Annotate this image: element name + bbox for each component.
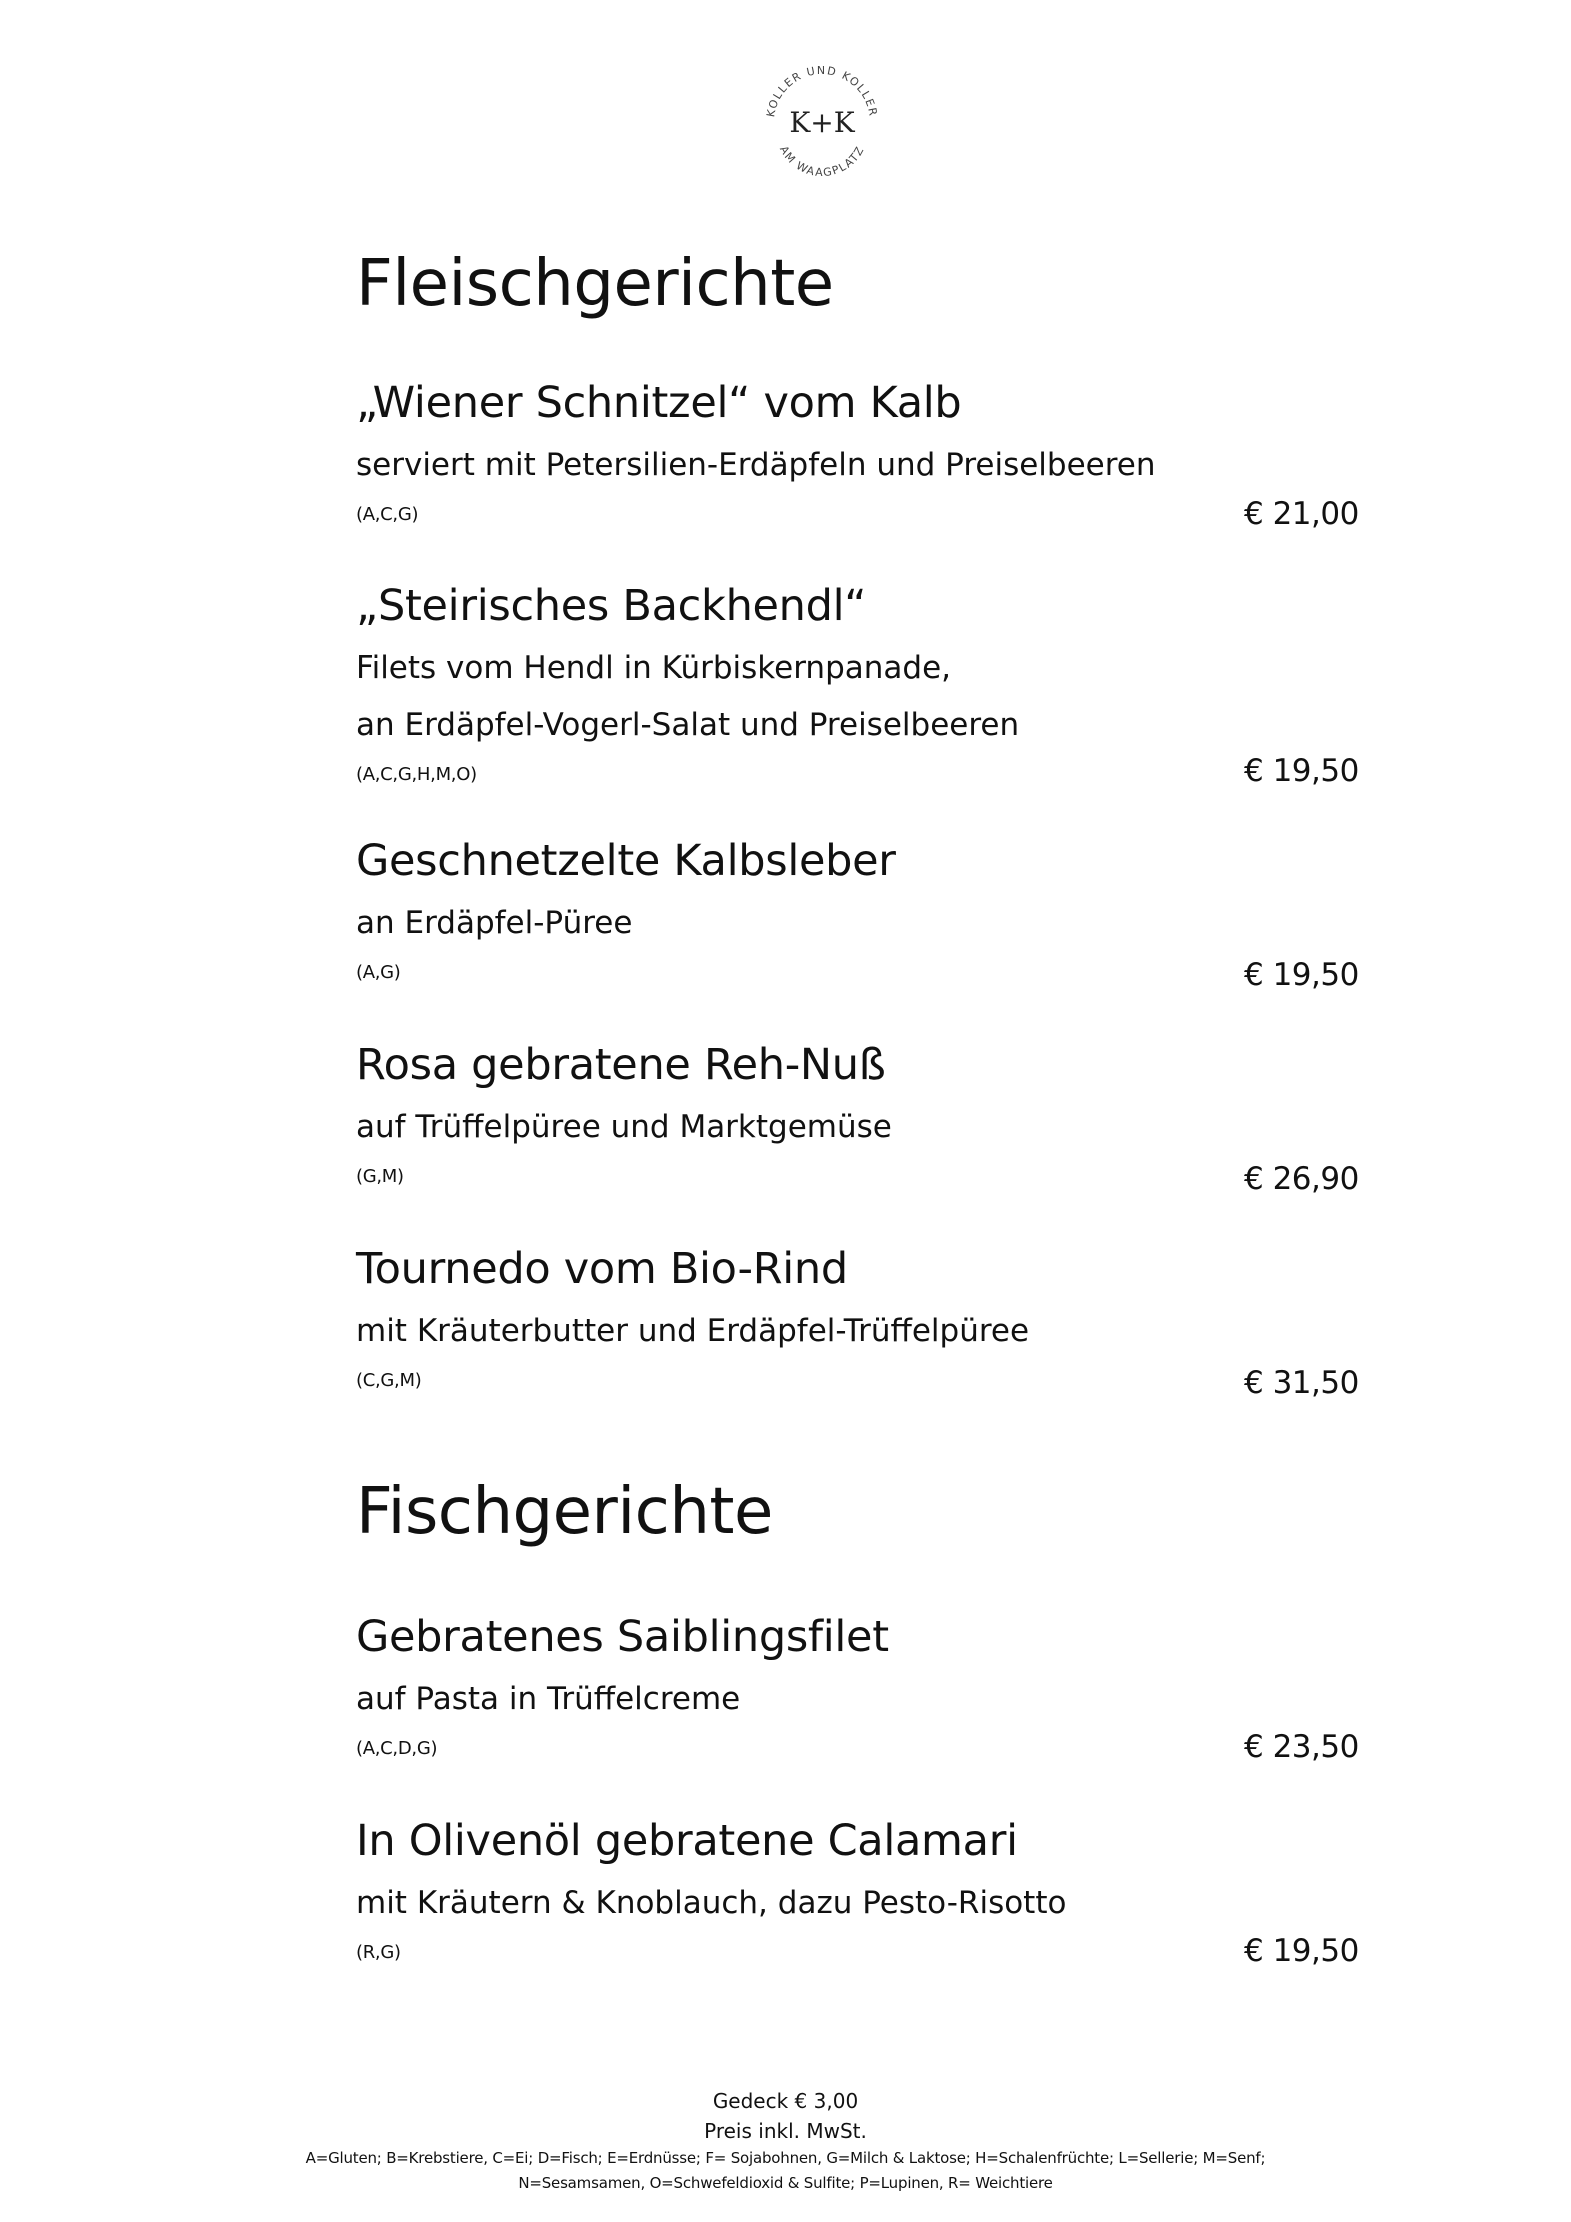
dish-description-line: an Erdäpfel-Vogerl-Salat und Preiselbeeren xyxy=(356,707,1020,743)
dish-allergens: (G,M) xyxy=(356,1166,404,1187)
allergen-legend-line: N=Sesamsamen, O=Schwefeldioxid & Sulfite; P=Lupinen, R= Weichtiere xyxy=(518,2174,1053,2192)
dish-description-line: serviert mit Petersilien-Erdäpfeln und Preiselbeeren xyxy=(356,447,1156,483)
dish-name: „Steirisches Backhendl“ xyxy=(356,581,867,631)
dish-description-line: auf Trüffelpüree und Marktgemüse xyxy=(356,1109,892,1145)
dish-allergens: (A,G) xyxy=(356,962,401,983)
dish-allergens: (A,C,G) xyxy=(356,504,419,525)
dish-description xyxy=(356,895,1356,952)
dish-name: „Wiener Schnitzel“ vom Kalb xyxy=(356,378,962,428)
section-title-meat: Fleischgerichte xyxy=(356,247,834,321)
section-title-fish: Fischgerichte xyxy=(356,1475,773,1549)
menu-item xyxy=(356,378,1356,525)
menu-item xyxy=(356,1244,1356,1391)
menu-item xyxy=(356,1816,1356,1963)
cover-charge: Gedeck € 3,00 xyxy=(712,2089,859,2113)
dish-name: Rosa gebratene Reh-Nuß xyxy=(356,1040,886,1090)
dish-description-line: Filets vom Hendl in Kürbiskernpanade, xyxy=(356,650,951,686)
dish-name: Tournedo vom Bio-Rind xyxy=(356,1244,848,1294)
svg-text:AM WAAGPLATZ xyxy=(777,144,867,180)
dish-name: In Olivenöl gebratene Calamari xyxy=(356,1816,1018,1866)
dish-allergens: (C,G,M) xyxy=(356,1370,422,1391)
dish-price: € 19,50 xyxy=(1244,1933,1359,1969)
vat-note: Preis inkl. MwSt. xyxy=(704,2119,867,2143)
dish-allergens: (A,C,G,H,M,O) xyxy=(356,764,477,785)
dish-price: € 21,00 xyxy=(1244,496,1359,532)
dish-description xyxy=(356,1671,1356,1728)
dish-description xyxy=(356,1875,1356,1932)
menu-item xyxy=(356,1040,1356,1187)
koller-und-koller-logo xyxy=(752,52,892,192)
dish-description xyxy=(356,640,1356,754)
logo-monogram: K+K xyxy=(789,106,855,139)
menu-item xyxy=(356,1612,1356,1759)
menu-item xyxy=(356,836,1356,983)
dish-description xyxy=(356,1099,1356,1156)
dish-price: € 19,50 xyxy=(1244,753,1359,789)
dish-description-line: an Erdäpfel-Püree xyxy=(356,905,633,941)
logo-bottom-arc-text: AM WAAGPLATZ xyxy=(777,143,867,180)
dish-description-line: auf Pasta in Trüffelcreme xyxy=(356,1681,741,1717)
dish-name: Geschnetzelte Kalbsleber xyxy=(356,836,896,886)
menu-item xyxy=(356,581,1356,785)
dish-price: € 31,50 xyxy=(1244,1365,1359,1401)
logo-top-arc-text: KOLLER UND KOLLER xyxy=(764,63,880,119)
dish-description xyxy=(356,1303,1356,1360)
menu-footer xyxy=(0,2086,1571,2196)
dish-description-line: mit Kräuterbutter und Erdäpfel-Trüffelpüree xyxy=(356,1313,1030,1349)
dish-description-line: mit Kräutern & Knoblauch, dazu Pesto-Risotto xyxy=(356,1885,1067,1921)
dish-allergens: (A,C,D,G) xyxy=(356,1738,438,1759)
dish-price: € 26,90 xyxy=(1244,1161,1359,1197)
allergen-legend-line: A=Gluten; B=Krebstiere, C=Ei; D=Fisch; E=Erdnüsse; F= Sojabohnen, G=Milch & Laktose; H=Schalenfrüchte; L=Sellerie; M=Senf; xyxy=(305,2149,1266,2167)
dish-price: € 19,50 xyxy=(1244,957,1359,993)
dish-allergens: (R,G) xyxy=(356,1942,401,1963)
dish-name: Gebratenes Saiblingsfilet xyxy=(356,1612,889,1662)
dish-price: € 23,50 xyxy=(1244,1729,1359,1765)
dish-description xyxy=(356,437,1356,494)
